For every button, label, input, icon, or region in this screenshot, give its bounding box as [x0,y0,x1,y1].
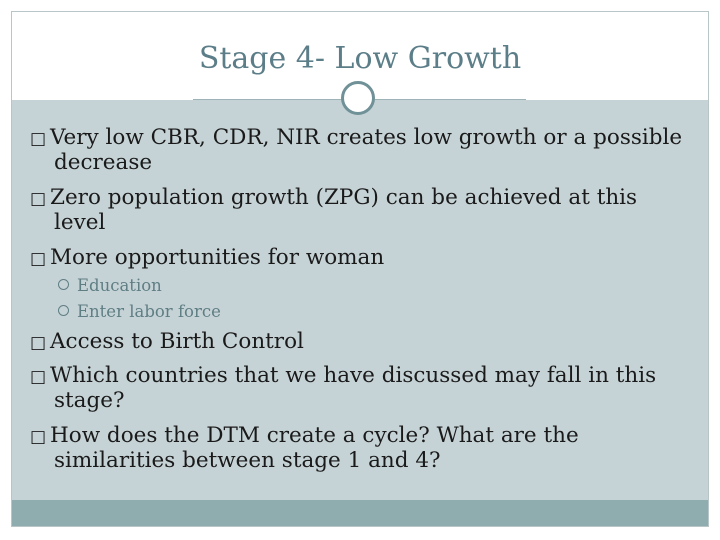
ring-bullet-icon [58,305,69,316]
bullet-item [30,330,700,355]
sub-bullet-item [58,276,162,296]
bullet-item [30,126,700,175]
sub-bullet-text: Education [77,276,162,295]
bullet-text: More opportunities for woman [50,245,385,270]
bullet-item [30,364,700,413]
bullet-text: How does the DTM create a cycle? What are the [50,423,579,448]
bullet-text: Zero population growth (ZPG) can be achieved at this [50,185,638,210]
bullet-item [30,246,700,271]
sub-bullet-text: Enter labor force [77,302,221,321]
square-bullet-icon: □ [30,367,47,387]
bullet-item [30,424,700,473]
square-bullet-icon: □ [30,249,47,269]
ring-bullet-icon [58,279,69,290]
bullet-text: Very low CBR, CDR, NIR creates low growth or a possible [50,125,683,150]
square-bullet-icon: □ [30,333,47,353]
slide-title: Stage 4- Low Growth [198,41,522,76]
bullet-text-continued: level [54,210,106,235]
circle-ornament-icon [341,81,375,115]
bullet-text: Which countries that we have discussed may fall in this [50,363,657,388]
square-bullet-icon: □ [30,427,47,447]
sub-bullet-item [58,302,221,322]
bullet-text-continued: decrease [54,150,153,175]
bullet-text: Access to Birth Control [50,329,304,354]
square-bullet-icon: □ [30,129,47,149]
footer-bar [12,500,708,526]
bullet-text-continued: similarities between stage 1 and 4? [54,448,441,473]
square-bullet-icon: □ [30,189,47,209]
bullet-item [30,186,700,235]
bullet-text-continued: stage? [54,388,125,413]
